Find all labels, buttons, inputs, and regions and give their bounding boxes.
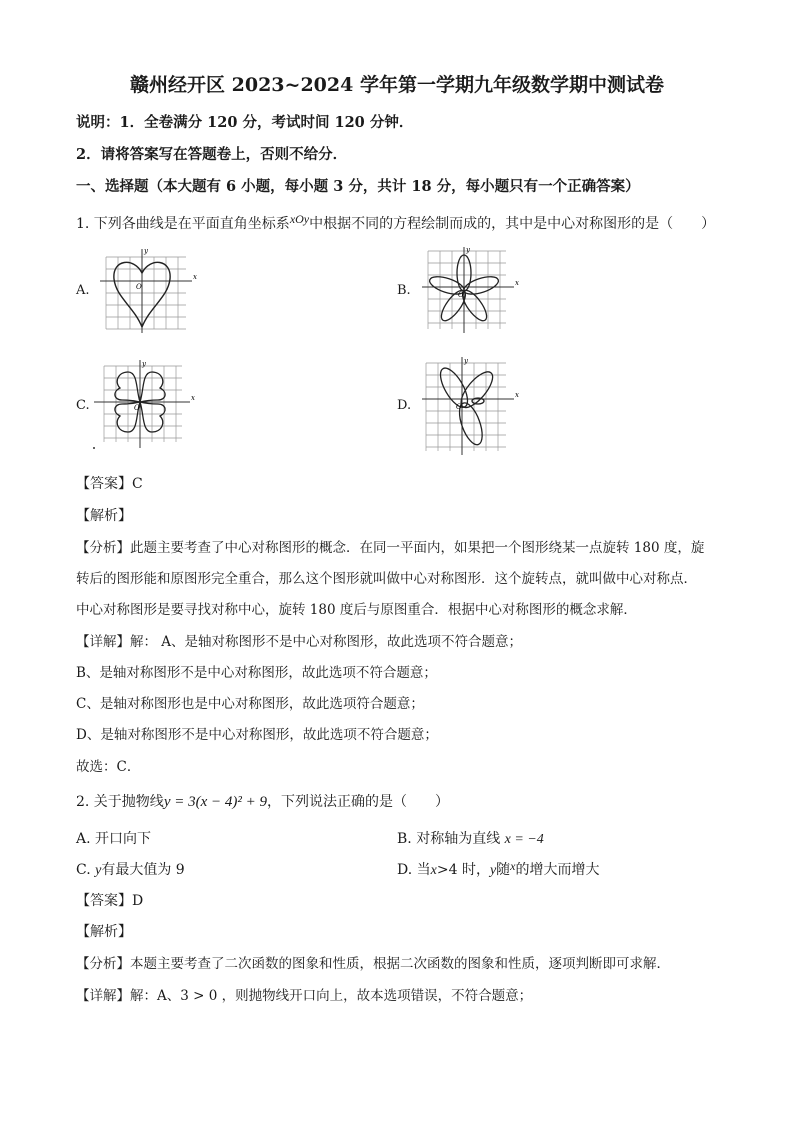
q1-detail-line-2: B、是轴对称图形不是中心对称图形，故此选项不符合题意； — [76, 665, 437, 681]
q1-analysis-line-1: 【分析】此题主要考查了中心对称图形的概念．在同一平面内，如果把一个图形绕某一点旋转 180 度，旋 — [76, 540, 705, 556]
origin-label: O — [134, 404, 140, 412]
q2-option-a: A. 开口向下 — [76, 831, 152, 847]
q2-stem: 2. 关于抛物线y = 3(x − 4)² + 9，下列说法正确的是（ ） — [76, 794, 449, 810]
q1-analysis-line-3: 中心对称图形是要寻找对称中心，旋转 180 度后与原图重合．根据中心对称图形的概念求解． — [76, 602, 637, 618]
q1-conclusion: 故选：C． — [76, 759, 141, 775]
q1-answer: 【答案】C — [76, 476, 143, 492]
q2-detail-line-1: 【详解】解：A、3 > 0 ，则抛物线开口向上，故本选项错误，不符合题意； — [76, 988, 533, 1004]
q1-option-a-label: A. — [76, 283, 90, 298]
note-line-1: 说明：1．全卷满分 120 分，考试时间 120 分钟． — [76, 114, 414, 131]
section-heading: 一、选择题（本大题有 6 小题，每小题 3 分，共计 18 分，每小题只有一个正确答案） — [76, 178, 640, 195]
axis-y-label: y — [142, 360, 146, 368]
q1-option-c-label: C. — [76, 398, 90, 413]
q2-analysis-line-1: 【分析】本题主要考查了二次函数的图象和性质，根据二次函数的图象和性质，逐项判断即可求解． — [76, 956, 670, 972]
q1-detail-line-4: D、是轴对称图形不是中心对称图形，故此选项不符合题意； — [76, 727, 438, 743]
axis-x-label: x — [191, 394, 195, 402]
figure-a-heart — [98, 245, 198, 335]
q1-detail-line-1: 【详解】解： A、是轴对称图形不是中心对称图形，故此选项不符合题意； — [76, 634, 523, 650]
axis-x-label: x — [515, 391, 519, 399]
axis-x-label: x — [193, 273, 197, 281]
q1-stem: 1. 下列各曲线是在平面直角坐标系xOy中根据不同的方程绘制而成的，其中是中心对称图形的是（ ） — [76, 212, 716, 232]
q1-analysis-line-2: 转后的图形能和原图形完全重合，那么这个图形就叫做中心对称图形．这个旋转点，就叫做中心对称点． — [76, 571, 697, 587]
q2-analysis-head: 【解析】 — [76, 924, 132, 940]
q1-detail-line-3: C、是轴对称图形也是中心对称图形，故此选项符合题意； — [76, 696, 424, 712]
q2-option-b: B. 对称轴为直线 x = −4 — [397, 831, 544, 847]
axis-y-label: y — [144, 247, 148, 255]
origin-label: O — [136, 283, 142, 291]
figure-c-clover — [90, 358, 200, 454]
q1-option-b-label: B. — [397, 283, 411, 298]
page-title: 赣州经开区 2023~2024 学年第一学期九年级数学期中测试卷 — [130, 74, 664, 96]
q2-option-d: D. 当x>4 时，y随x的增大而增大 — [397, 859, 600, 878]
q1-analysis-head: 【解析】 — [76, 508, 132, 524]
axis-x-label: x — [515, 279, 519, 287]
figure-d-three-petal — [420, 355, 520, 459]
q2-answer: 【答案】D — [76, 893, 144, 909]
q2-formula: y = 3(x − 4)² + 9 — [163, 794, 267, 810]
axis-y-label: y — [464, 357, 468, 365]
note-line-2: 2．请将答案写在答题卷上，否则不给分． — [76, 146, 348, 163]
axis-y-label: y — [466, 246, 470, 254]
origin-label: O — [458, 291, 464, 299]
figure-b-five-petal — [420, 245, 520, 335]
q2-option-c: C. y有最大值为 9 — [76, 862, 185, 878]
q1-option-d-label: D. — [397, 398, 412, 413]
coord-system-label: xOy — [289, 212, 310, 226]
origin-label: O — [456, 403, 462, 411]
